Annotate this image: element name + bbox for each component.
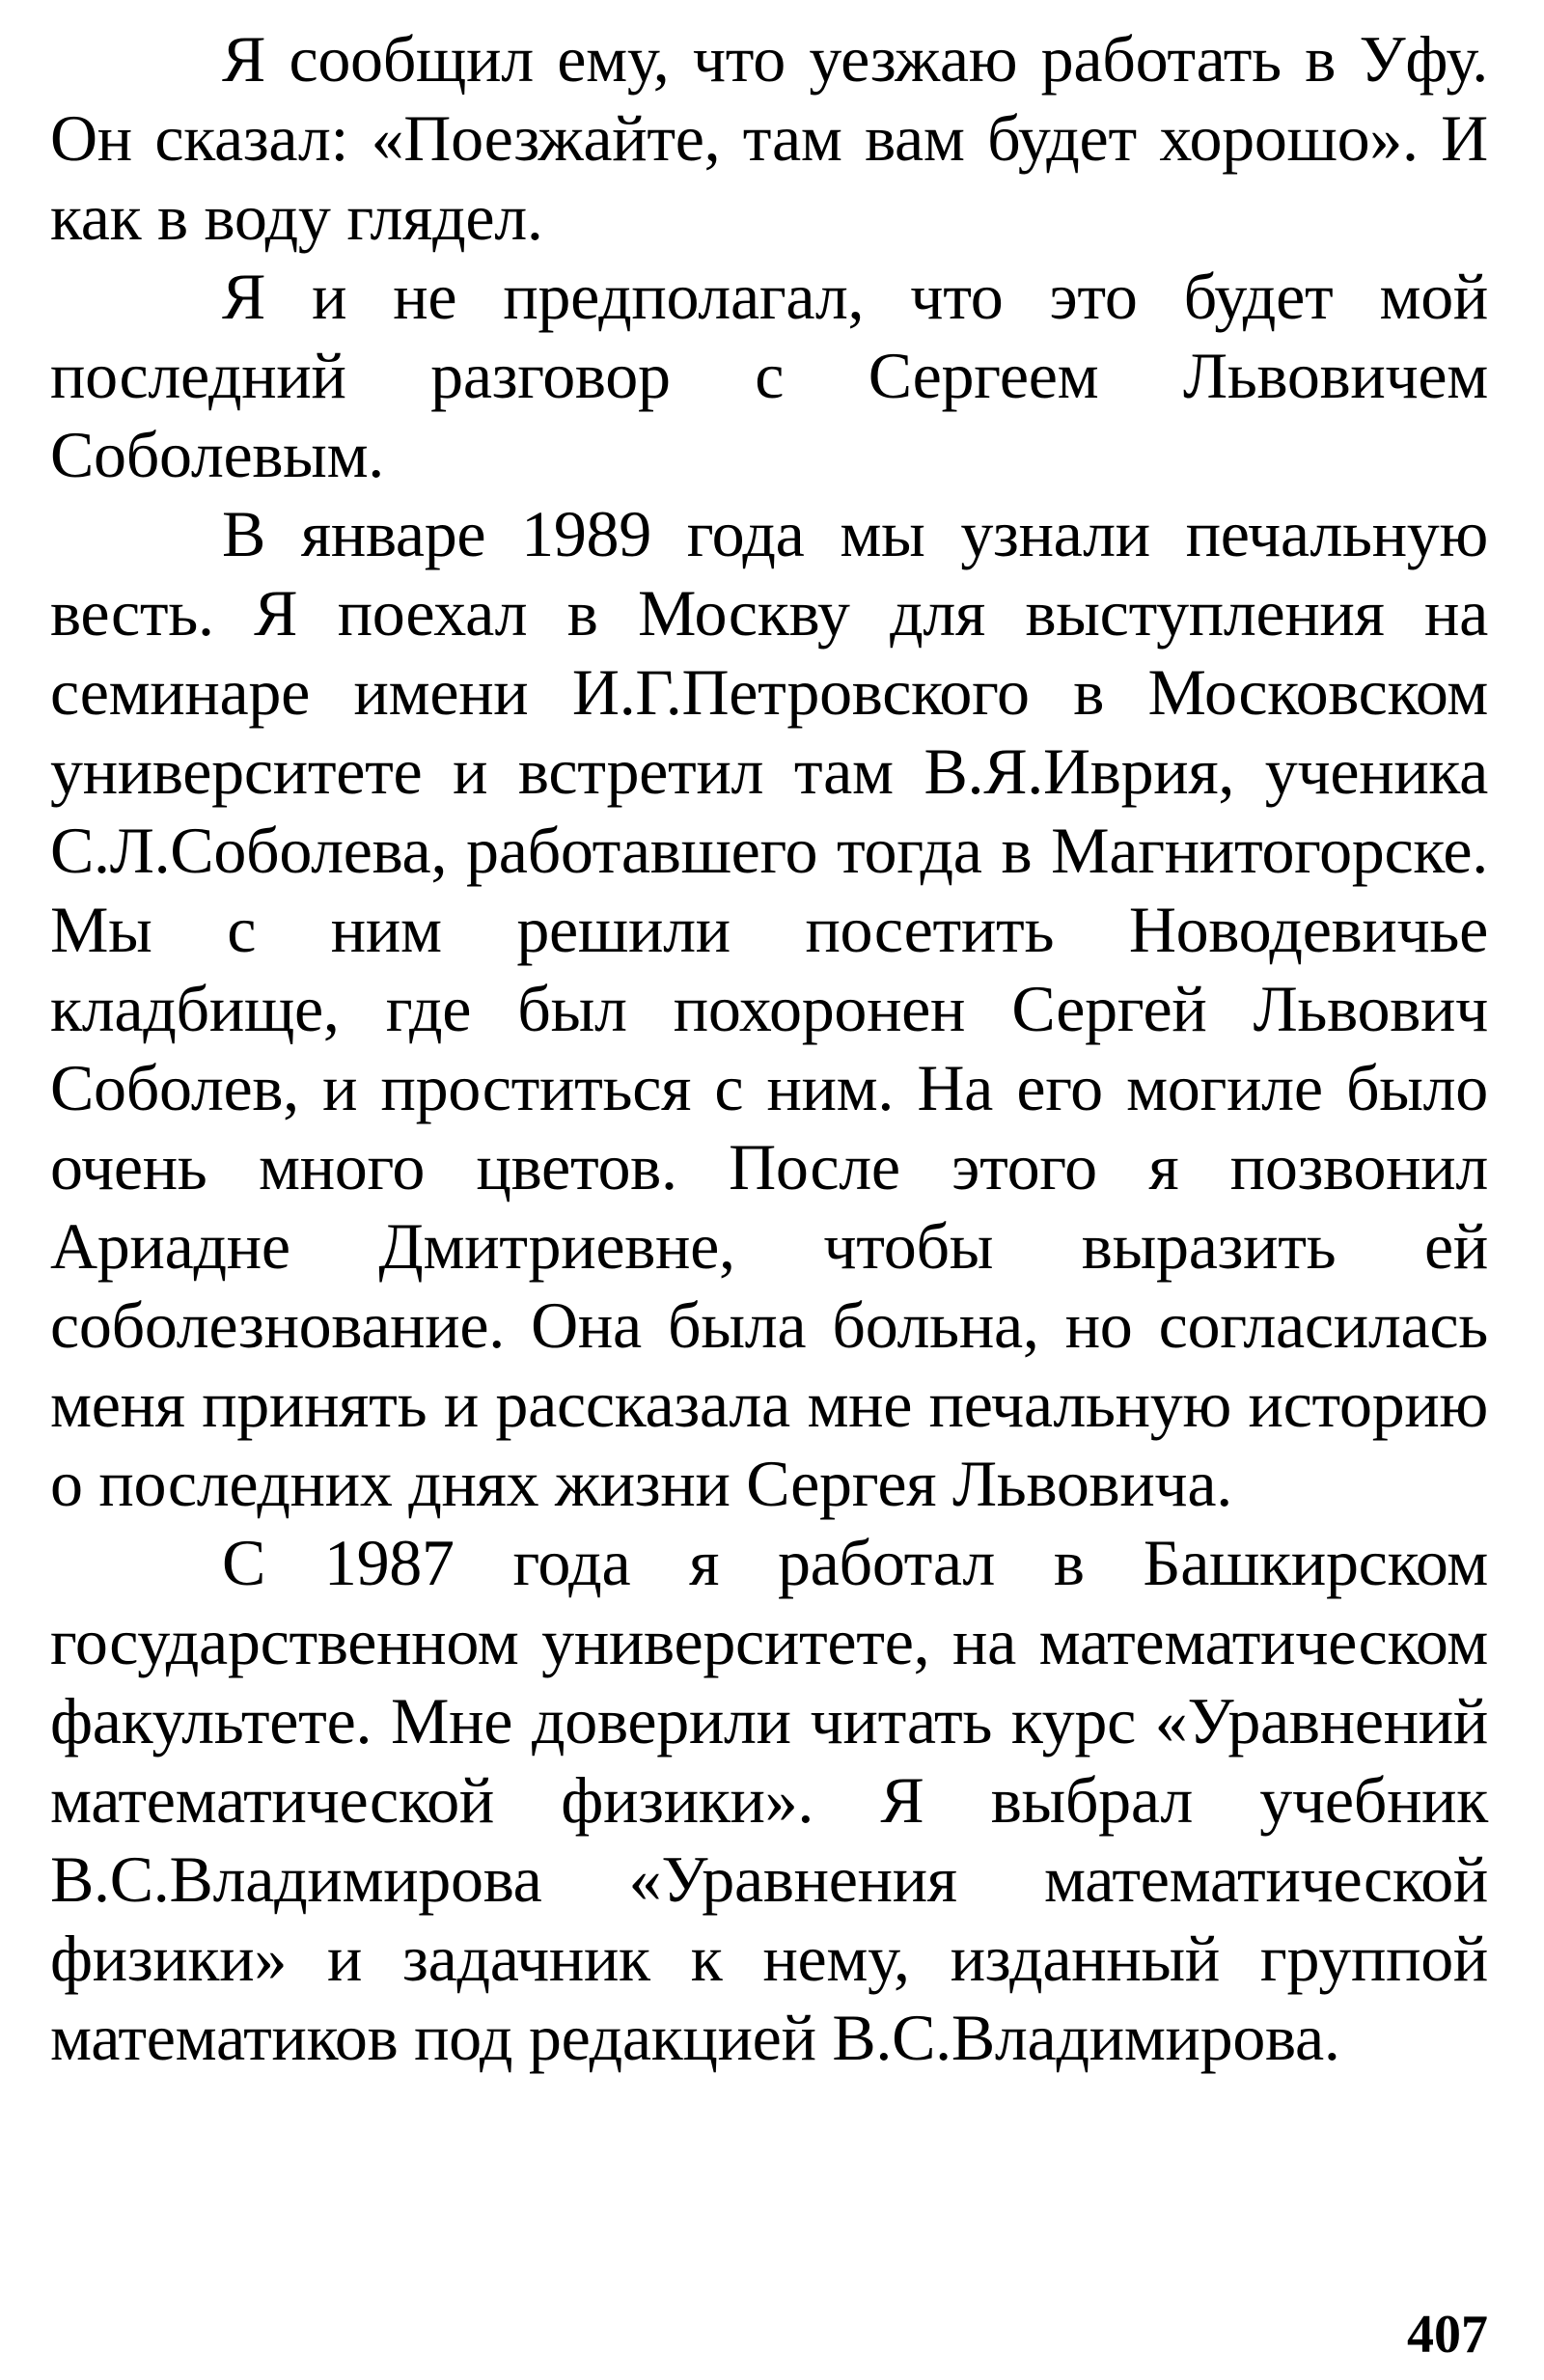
page-number: 407 bbox=[1407, 2305, 1488, 2365]
paragraph-2: Я и не предполагал, что это будет мой последний разговор с Сергеем Львовичем Соболевым. bbox=[50, 260, 1488, 491]
paragraph-4: С 1987 года я работал в Башкирском государственном университете, на математическом факультете. Мне доверили читать курс «Уравнений математической физики». Я выбрал учебник В.С.Владимирова «Уравнения математической физики» и задачник к нему, изданный группой математиков под редакцией В.С.Владимирова. bbox=[50, 1526, 1488, 2074]
paragraph-3: В январе 1989 года мы узнали печальную весть. Я поехал в Москву для выступления на семинаре имени И.Г.Петровского в Московском университете и встретил там В.Я.Иврия, ученика С.Л.Соболева, работавшего тогда в Магнитогорске. Мы с ним решили посетить Новодевичье кладбище, где был похоронен Сергей Львович Соболев, и проститься с ним. На его могиле было очень много цветов. После этого я позвонил Ариадне Дмитриевне, чтобы выразить ей соболезнование. Она была больна, но согласилась меня принять и рассказала мне печальную историю о последних днях жизни Сергея Львовича. bbox=[50, 497, 1488, 1520]
body-text bbox=[50, 19, 1488, 2077]
paragraph-1: Я сообщил ему, что уезжаю работать в Уфу. Он сказал: «Поезжайте, там вам будет хорошо». И как в воду глядел. bbox=[50, 22, 1488, 254]
